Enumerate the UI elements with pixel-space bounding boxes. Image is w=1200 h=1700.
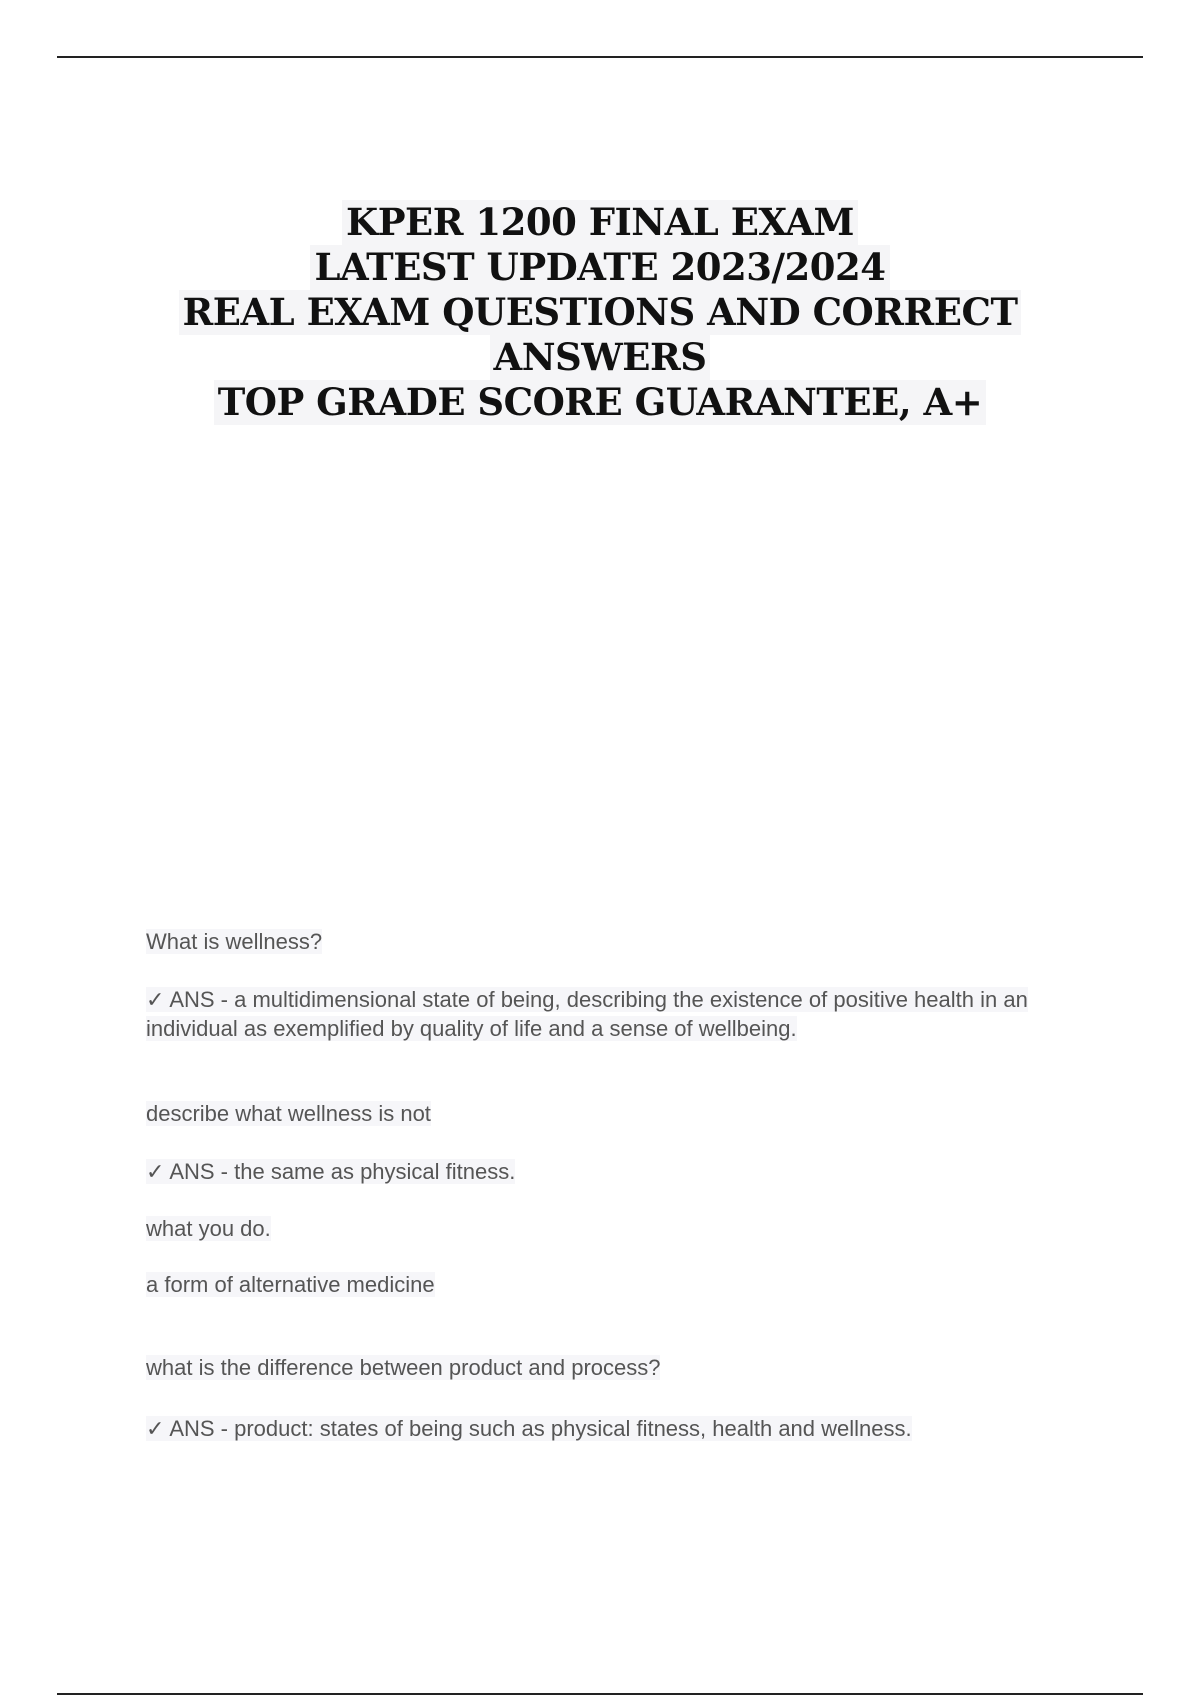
answer-3: ✓ ANS - product: states of being such as physical fitness, health and wellness. xyxy=(146,1416,912,1441)
title-line-2: LATEST UPDATE 2023/2024 xyxy=(310,245,889,290)
title-line-5: TOP GRADE SCORE GUARANTEE, A+ xyxy=(214,380,987,425)
answer-2-continuation-2: a form of alternative medicine xyxy=(146,1272,435,1297)
top-rule xyxy=(57,56,1143,58)
title-line-3: REAL EXAM QUESTIONS AND CORRECT xyxy=(179,290,1022,335)
title-line-1: KPER 1200 FINAL EXAM xyxy=(342,200,858,245)
answer-2: ✓ ANS - the same as physical fitness. xyxy=(146,1159,516,1184)
bottom-rule xyxy=(57,1693,1143,1695)
answer-1: ✓ ANS - a multidimensional state of being, describing the existence of positive health in an individual as exemplified by quality of life and a sense of wellbeing. xyxy=(146,987,1028,1041)
document-title xyxy=(0,200,1200,425)
question-1: What is wellness? xyxy=(146,929,323,954)
answer-2-continuation-1: what you do. xyxy=(146,1216,271,1241)
question-2: describe what wellness is not xyxy=(146,1101,431,1126)
title-line-4: ANSWERS xyxy=(490,335,711,380)
question-3: what is the difference between product and process? xyxy=(146,1355,661,1380)
